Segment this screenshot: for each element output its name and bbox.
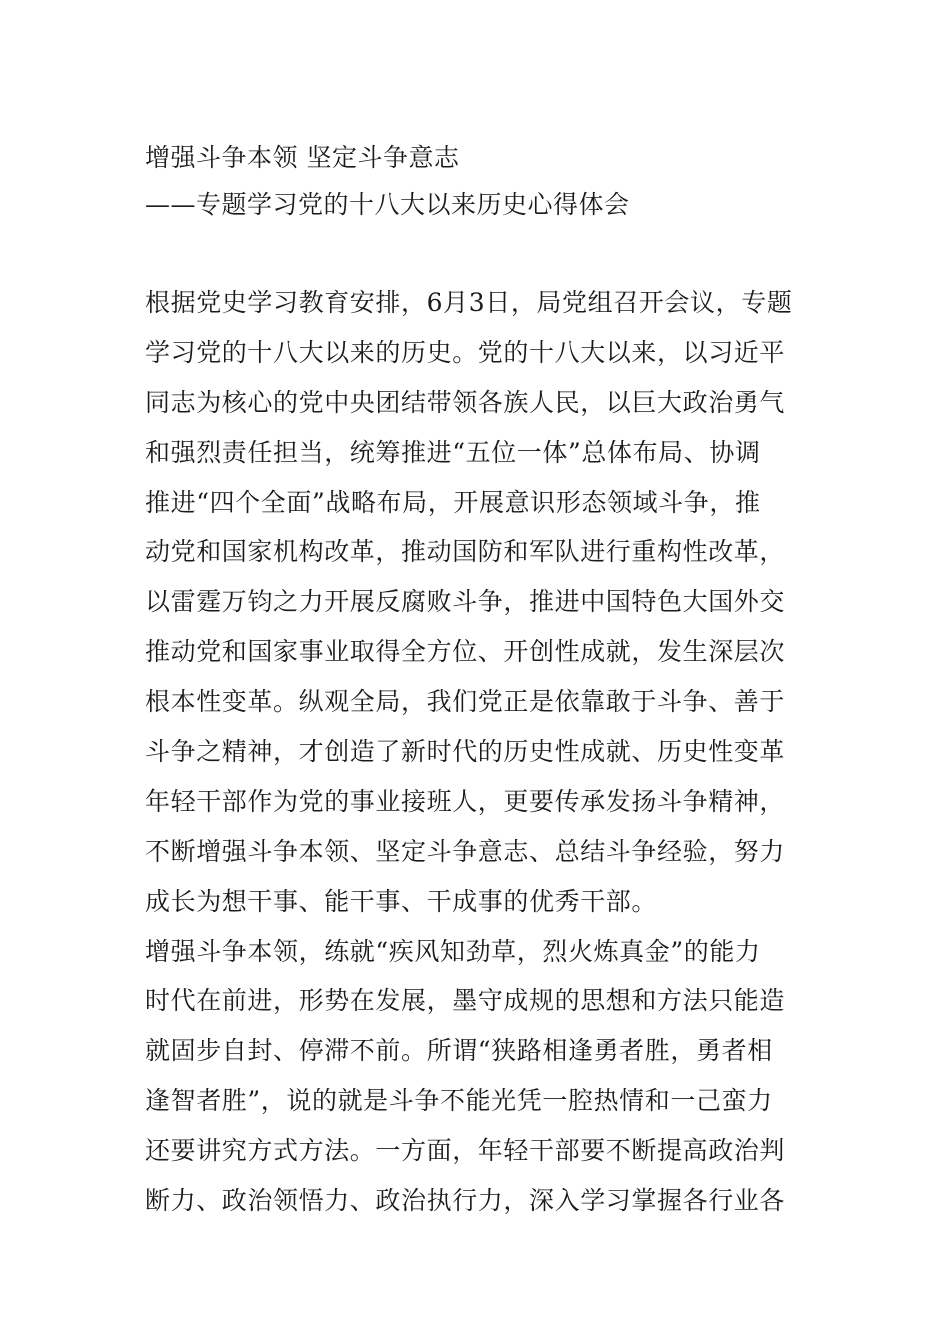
body-line: 和强烈责任担当，统筹推进“五位一体”总体布局、协调 <box>145 437 761 467</box>
title-line-main: 增强斗争本领 坚定斗争意志 <box>145 143 460 172</box>
title-line-subtitle: ——专题学习党的十八大以来历史心得体会 <box>145 190 630 219</box>
body-line: 年轻干部作为党的事业接班人，更要传承发扬斗争精神， <box>145 786 786 816</box>
body-line: 根本性变革。纵观全局，我们党正是依靠敢于斗争、善于 <box>145 687 786 717</box>
section-heading-line: 增强斗争本领，练就“疾风知劲草，烈火炼真金”的能力 <box>145 936 761 966</box>
body-line: 同志为核心的党中央团结带领各族人民，以巨大政治勇气 <box>145 387 786 417</box>
document-title <box>145 134 845 228</box>
body-line: 逢智者胜”，说的就是斗争不能光凭一腔热情和一己蛮力 <box>145 1086 773 1116</box>
body-line: 推动党和国家事业取得全方位、开创性成就，发生深层次 <box>145 637 786 667</box>
body-line: 斗争之精神，才创造了新时代的历史性成就、历史性变革 <box>145 737 786 767</box>
body-line: 就固步自封、停滞不前。所谓“狭路相逢勇者胜，勇者相 <box>145 1036 773 1066</box>
body-line: 时代在前进，形势在发展，墨守成规的思想和方法只能造 <box>145 986 786 1016</box>
body-line: 断力、政治领悟力、政治执行力，深入学习掌握各行业各 <box>145 1186 786 1216</box>
body-line: 动党和国家机构改革，推动国防和军队进行重构性改革， <box>145 537 786 567</box>
body-line: 根据党史学习教育安排，6月3日，局党组召开会议，专题 <box>145 288 793 317</box>
body-line: 成长为想干事、能干事、干成事的优秀干部。 <box>145 886 658 916</box>
body-line: 学习党的十八大以来的历史。党的十八大以来，以习近平 <box>145 337 786 367</box>
body-line: 不断增强斗争本领、坚定斗争意志、总结斗争经验，努力 <box>145 836 786 866</box>
body-line: 以雷霆万钧之力开展反腐败斗争，推进中国特色大国外交 <box>145 587 786 617</box>
body-line: 还要讲究方式方法。一方面，年轻干部要不断提高政治判 <box>145 1136 786 1166</box>
document-body <box>145 278 808 1226</box>
body-line: 推进“四个全面”战略布局，开展意识形态领域斗争，推 <box>145 487 761 517</box>
